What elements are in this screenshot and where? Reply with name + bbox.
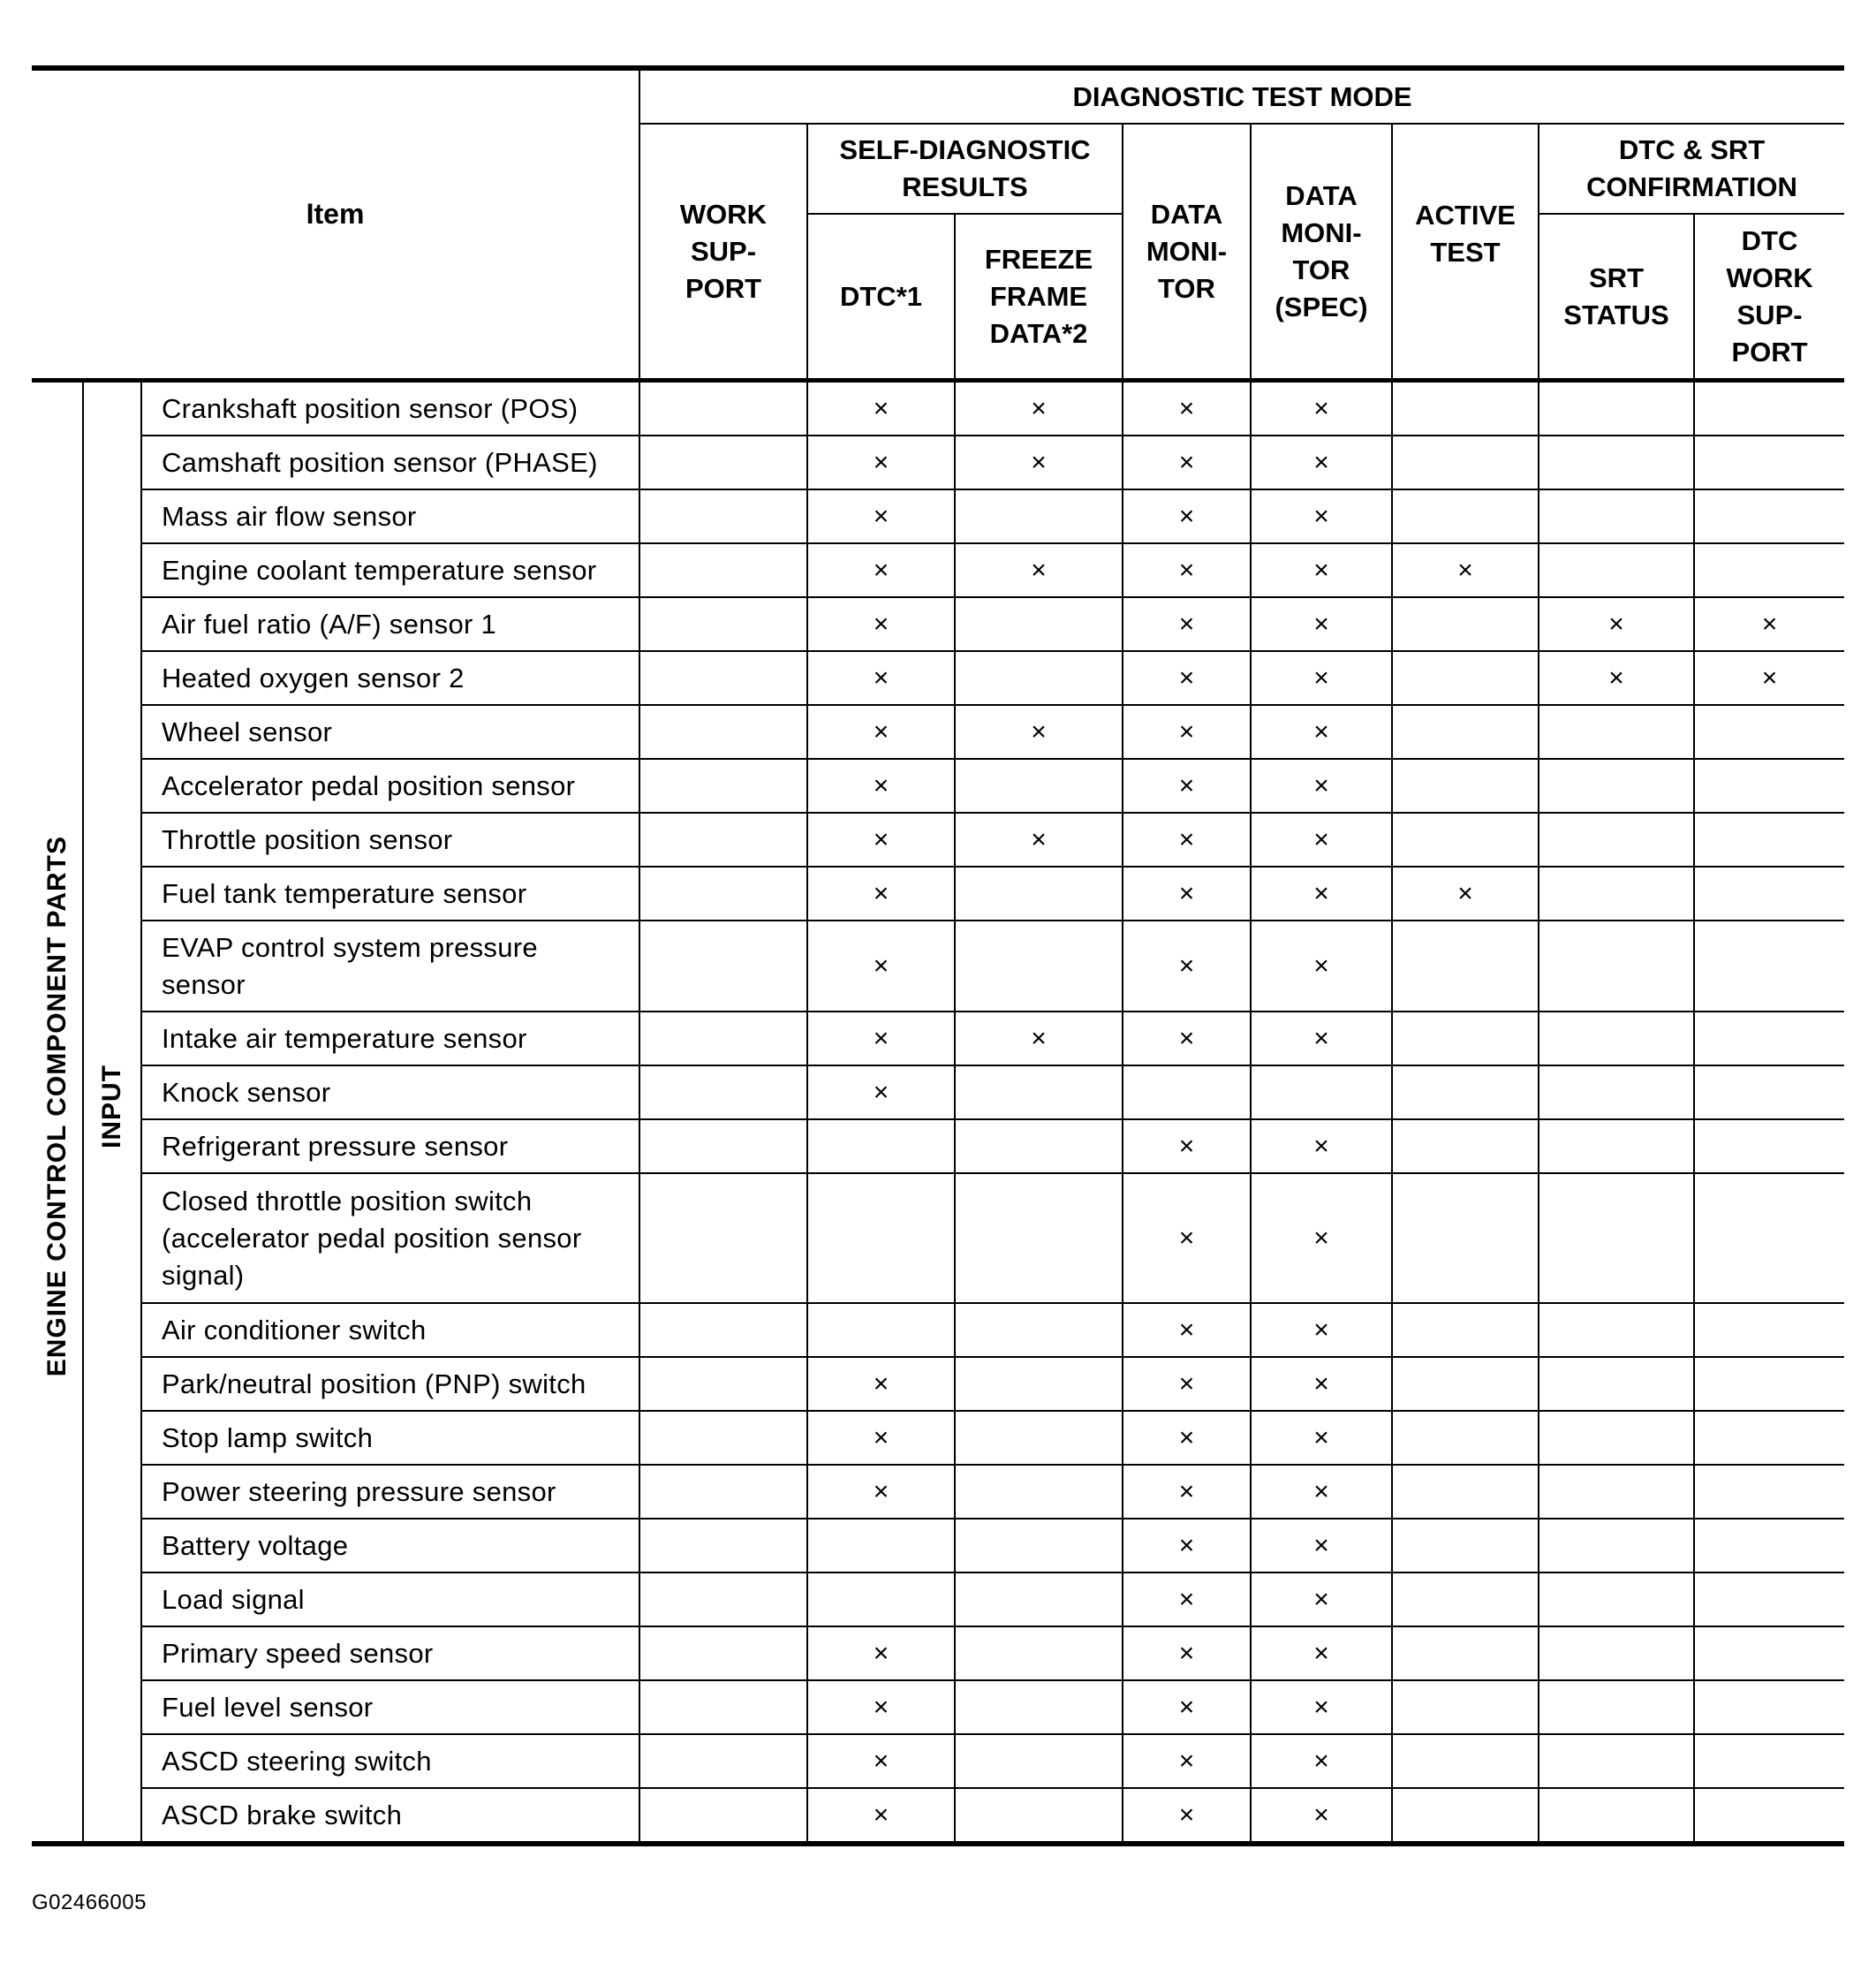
mark-cell-dtc: ×	[807, 1788, 955, 1844]
mark-cell-dtc-work-support: ×	[1694, 597, 1844, 651]
mark-cell-srt-status	[1539, 867, 1694, 921]
table-row	[32, 1788, 1844, 1844]
mark-cell-work-support	[639, 1519, 807, 1573]
table-row	[32, 705, 1844, 759]
table-row	[32, 1065, 1844, 1119]
table-row	[32, 1734, 1844, 1788]
mark-cell-freeze-frame-data: ×	[955, 381, 1123, 436]
mark-cell-srt-status	[1539, 705, 1694, 759]
header-dtc: DTC*1	[807, 214, 955, 381]
mark-cell-dtc-work-support	[1694, 921, 1844, 1012]
mark-cell-work-support	[639, 867, 807, 921]
subgroup-label-cell	[83, 381, 141, 1845]
mark-cell-work-support	[639, 705, 807, 759]
mark-cell-dtc-work-support	[1694, 1411, 1844, 1465]
mark-cell-dtc-work-support	[1694, 381, 1844, 436]
table-row	[32, 813, 1844, 867]
item-name: ASCD steering switch	[141, 1734, 639, 1788]
item-name: EVAP control system pressure sensor	[141, 921, 639, 1012]
mark-cell-dtc: ×	[807, 597, 955, 651]
item-name: Heated oxygen sensor 2	[141, 651, 639, 705]
table-row	[32, 436, 1844, 489]
mark-cell-data-monitor: ×	[1123, 1734, 1251, 1788]
header-dtc-work-support: DTC WORK SUP- PORT	[1694, 214, 1844, 381]
mark-cell-active-test	[1392, 1788, 1539, 1844]
mark-cell-data-monitor: ×	[1123, 1303, 1251, 1357]
mark-cell-dtc: ×	[807, 1065, 955, 1119]
mark-cell-data-monitor: ×	[1123, 436, 1251, 489]
table-row	[32, 759, 1844, 813]
header-active-test: ACTIVE TEST	[1392, 124, 1539, 381]
mark-cell-work-support	[639, 1065, 807, 1119]
mark-cell-dtc-work-support	[1694, 1119, 1844, 1173]
mark-cell-srt-status: ×	[1539, 651, 1694, 705]
table-row	[32, 921, 1844, 1012]
mark-cell-dtc: ×	[807, 921, 955, 1012]
mark-cell-srt-status	[1539, 1357, 1694, 1411]
mark-cell-active-test	[1392, 489, 1539, 543]
mark-cell-data-monitor: ×	[1123, 1411, 1251, 1465]
mark-cell-dtc	[807, 1119, 955, 1173]
mark-cell-work-support	[639, 1357, 807, 1411]
mark-cell-freeze-frame-data: ×	[955, 705, 1123, 759]
mark-cell-active-test	[1392, 705, 1539, 759]
subgroup-label: INPUT	[97, 1065, 126, 1148]
mark-cell-work-support	[639, 1303, 807, 1357]
item-name: Throttle position sensor	[141, 813, 639, 867]
mark-cell-data-monitor: ×	[1123, 1357, 1251, 1411]
mark-cell-dtc: ×	[807, 543, 955, 597]
mark-cell-data-monitor: ×	[1123, 1119, 1251, 1173]
mark-cell-data-monitor-spec: ×	[1251, 705, 1392, 759]
mark-cell-work-support	[639, 813, 807, 867]
item-name: ASCD brake switch	[141, 1788, 639, 1844]
mark-cell-work-support	[639, 759, 807, 813]
table-body	[32, 381, 1844, 1845]
table-row	[32, 1411, 1844, 1465]
header-freeze-frame-data: FREEZE FRAME DATA*2	[955, 214, 1123, 381]
mark-cell-freeze-frame-data: ×	[955, 436, 1123, 489]
mark-cell-dtc-work-support	[1694, 1357, 1844, 1411]
item-name: Camshaft position sensor (PHASE)	[141, 436, 639, 489]
mark-cell-data-monitor: ×	[1123, 651, 1251, 705]
table-row	[32, 1680, 1844, 1734]
mark-cell-data-monitor-spec: ×	[1251, 1411, 1392, 1465]
mark-cell-freeze-frame-data	[955, 1465, 1123, 1519]
mark-cell-data-monitor-spec: ×	[1251, 1012, 1392, 1065]
table-header	[32, 68, 1844, 381]
mark-cell-data-monitor: ×	[1123, 1012, 1251, 1065]
mark-cell-data-monitor: ×	[1123, 1788, 1251, 1844]
mark-cell-dtc: ×	[807, 705, 955, 759]
mark-cell-srt-status	[1539, 1788, 1694, 1844]
mark-cell-srt-status	[1539, 921, 1694, 1012]
table-row	[32, 543, 1844, 597]
mark-cell-dtc-work-support	[1694, 1303, 1844, 1357]
mark-cell-dtc: ×	[807, 1357, 955, 1411]
mark-cell-work-support	[639, 543, 807, 597]
group-label-cell	[32, 381, 83, 1845]
mark-cell-data-monitor-spec: ×	[1251, 543, 1392, 597]
mark-cell-work-support	[639, 1411, 807, 1465]
item-name: Engine coolant temperature sensor	[141, 543, 639, 597]
mark-cell-dtc-work-support	[1694, 1573, 1844, 1626]
table-row	[32, 1573, 1844, 1626]
mark-cell-dtc-work-support: ×	[1694, 651, 1844, 705]
mark-cell-data-monitor-spec: ×	[1251, 921, 1392, 1012]
mark-cell-dtc-work-support	[1694, 813, 1844, 867]
mark-cell-work-support	[639, 1626, 807, 1680]
mark-cell-freeze-frame-data	[955, 867, 1123, 921]
mark-cell-dtc: ×	[807, 1734, 955, 1788]
header-diagnostic-test-mode: DIAGNOSTIC TEST MODE	[639, 68, 1844, 124]
item-name: Primary speed sensor	[141, 1626, 639, 1680]
mark-cell-dtc-work-support	[1694, 705, 1844, 759]
mark-cell-work-support	[639, 1119, 807, 1173]
header-item: Item	[32, 68, 639, 381]
mark-cell-active-test	[1392, 1119, 1539, 1173]
mark-cell-active-test	[1392, 1357, 1539, 1411]
mark-cell-srt-status	[1539, 1519, 1694, 1573]
table-row	[32, 867, 1844, 921]
mark-cell-srt-status	[1539, 813, 1694, 867]
mark-cell-dtc-work-support	[1694, 867, 1844, 921]
mark-cell-srt-status: ×	[1539, 597, 1694, 651]
mark-cell-data-monitor-spec: ×	[1251, 651, 1392, 705]
mark-cell-srt-status	[1539, 489, 1694, 543]
mark-cell-data-monitor: ×	[1123, 489, 1251, 543]
mark-cell-srt-status	[1539, 1573, 1694, 1626]
mark-cell-srt-status	[1539, 436, 1694, 489]
item-name: Wheel sensor	[141, 705, 639, 759]
mark-cell-data-monitor	[1123, 1065, 1251, 1119]
table-row	[32, 1357, 1844, 1411]
mark-cell-freeze-frame-data	[955, 1573, 1123, 1626]
mark-cell-dtc-work-support	[1694, 1465, 1844, 1519]
mark-cell-dtc: ×	[807, 1626, 955, 1680]
mark-cell-dtc-work-support	[1694, 1680, 1844, 1734]
mark-cell-dtc: ×	[807, 759, 955, 813]
mark-cell-dtc: ×	[807, 813, 955, 867]
mark-cell-freeze-frame-data	[955, 1173, 1123, 1303]
mark-cell-dtc-work-support	[1694, 1065, 1844, 1119]
mark-cell-srt-status	[1539, 1119, 1694, 1173]
mark-cell-dtc: ×	[807, 1680, 955, 1734]
mark-cell-data-monitor: ×	[1123, 1626, 1251, 1680]
mark-cell-data-monitor-spec: ×	[1251, 1680, 1392, 1734]
mark-cell-dtc-work-support	[1694, 1734, 1844, 1788]
mark-cell-work-support	[639, 1680, 807, 1734]
mark-cell-active-test	[1392, 1519, 1539, 1573]
item-name: Accelerator pedal position sensor	[141, 759, 639, 813]
mark-cell-dtc-work-support	[1694, 1788, 1844, 1844]
mark-cell-work-support	[639, 1173, 807, 1303]
mark-cell-data-monitor: ×	[1123, 813, 1251, 867]
mark-cell-work-support	[639, 651, 807, 705]
mark-cell-dtc: ×	[807, 381, 955, 436]
mark-cell-freeze-frame-data	[955, 1303, 1123, 1357]
mark-cell-freeze-frame-data	[955, 1788, 1123, 1844]
mark-cell-work-support	[639, 1465, 807, 1519]
mark-cell-dtc: ×	[807, 436, 955, 489]
figure-id: G02466005	[32, 1891, 147, 1914]
mark-cell-active-test	[1392, 1573, 1539, 1626]
table-row	[32, 1173, 1844, 1303]
mark-cell-data-monitor-spec: ×	[1251, 813, 1392, 867]
mark-cell-work-support	[639, 436, 807, 489]
mark-cell-freeze-frame-data	[955, 597, 1123, 651]
item-name: Power steering pressure sensor	[141, 1465, 639, 1519]
mark-cell-freeze-frame-data	[955, 921, 1123, 1012]
diagnostic-table-container	[32, 65, 1844, 1846]
item-name: Intake air temperature sensor	[141, 1012, 639, 1065]
header-data-monitor: DATA MONI- TOR	[1123, 124, 1251, 381]
header-srt-status: SRT STATUS	[1539, 214, 1694, 381]
mark-cell-freeze-frame-data	[955, 1519, 1123, 1573]
diagnostic-mode-table	[32, 65, 1844, 1846]
mark-cell-freeze-frame-data	[955, 1065, 1123, 1119]
mark-cell-srt-status	[1539, 1065, 1694, 1119]
mark-cell-data-monitor: ×	[1123, 597, 1251, 651]
mark-cell-srt-status	[1539, 1012, 1694, 1065]
mark-cell-srt-status	[1539, 1465, 1694, 1519]
mark-cell-active-test: ×	[1392, 867, 1539, 921]
table-row	[32, 1519, 1844, 1573]
mark-cell-active-test	[1392, 813, 1539, 867]
mark-cell-dtc: ×	[807, 1465, 955, 1519]
table-row	[32, 1012, 1844, 1065]
item-name: Load signal	[141, 1573, 639, 1626]
mark-cell-active-test	[1392, 1680, 1539, 1734]
mark-cell-data-monitor: ×	[1123, 381, 1251, 436]
mark-cell-data-monitor: ×	[1123, 1465, 1251, 1519]
table-row	[32, 489, 1844, 543]
mark-cell-dtc-work-support	[1694, 436, 1844, 489]
item-name: Refrigerant pressure sensor	[141, 1119, 639, 1173]
mark-cell-data-monitor-spec: ×	[1251, 1119, 1392, 1173]
mark-cell-active-test	[1392, 597, 1539, 651]
mark-cell-dtc	[807, 1173, 955, 1303]
mark-cell-data-monitor-spec: ×	[1251, 1303, 1392, 1357]
mark-cell-active-test	[1392, 436, 1539, 489]
mark-cell-active-test	[1392, 381, 1539, 436]
mark-cell-srt-status	[1539, 1680, 1694, 1734]
mark-cell-data-monitor-spec: ×	[1251, 1573, 1392, 1626]
header-work-support: WORK SUP- PORT	[639, 124, 807, 381]
mark-cell-work-support	[639, 1573, 807, 1626]
mark-cell-srt-status	[1539, 543, 1694, 597]
mark-cell-dtc: ×	[807, 1012, 955, 1065]
mark-cell-srt-status	[1539, 1411, 1694, 1465]
mark-cell-dtc-work-support	[1694, 1012, 1844, 1065]
mark-cell-srt-status	[1539, 1173, 1694, 1303]
item-name: Air fuel ratio (A/F) sensor 1	[141, 597, 639, 651]
mark-cell-freeze-frame-data: ×	[955, 543, 1123, 597]
mark-cell-data-monitor-spec: ×	[1251, 759, 1392, 813]
table-row	[32, 651, 1844, 705]
mark-cell-active-test	[1392, 1734, 1539, 1788]
mark-cell-active-test	[1392, 1065, 1539, 1119]
mark-cell-srt-status	[1539, 1626, 1694, 1680]
mark-cell-freeze-frame-data	[955, 1411, 1123, 1465]
item-name: Battery voltage	[141, 1519, 639, 1573]
mark-cell-dtc	[807, 1519, 955, 1573]
mark-cell-freeze-frame-data	[955, 489, 1123, 543]
table-row	[32, 1626, 1844, 1680]
mark-cell-active-test	[1392, 1411, 1539, 1465]
mark-cell-active-test	[1392, 1626, 1539, 1680]
mark-cell-active-test	[1392, 921, 1539, 1012]
mark-cell-freeze-frame-data: ×	[955, 1012, 1123, 1065]
mark-cell-data-monitor: ×	[1123, 1573, 1251, 1626]
mark-cell-active-test: ×	[1392, 543, 1539, 597]
item-name: Fuel tank temperature sensor	[141, 867, 639, 921]
mark-cell-work-support	[639, 381, 807, 436]
mark-cell-srt-status	[1539, 381, 1694, 436]
mark-cell-data-monitor: ×	[1123, 867, 1251, 921]
mark-cell-dtc-work-support	[1694, 489, 1844, 543]
mark-cell-dtc: ×	[807, 489, 955, 543]
mark-cell-data-monitor: ×	[1123, 705, 1251, 759]
mark-cell-srt-status	[1539, 759, 1694, 813]
mark-cell-data-monitor-spec: ×	[1251, 1626, 1392, 1680]
mark-cell-data-monitor-spec: ×	[1251, 597, 1392, 651]
mark-cell-data-monitor-spec: ×	[1251, 1788, 1392, 1844]
mark-cell-dtc: ×	[807, 651, 955, 705]
item-name: Knock sensor	[141, 1065, 639, 1119]
mark-cell-data-monitor: ×	[1123, 921, 1251, 1012]
mark-cell-data-monitor-spec: ×	[1251, 1465, 1392, 1519]
table-row	[32, 1303, 1844, 1357]
mark-cell-dtc	[807, 1573, 955, 1626]
header-dtc-srt-confirmation: DTC & SRT CONFIRMATION	[1539, 124, 1844, 214]
mark-cell-data-monitor-spec: ×	[1251, 1173, 1392, 1303]
mark-cell-data-monitor: ×	[1123, 1519, 1251, 1573]
mark-cell-freeze-frame-data	[955, 1119, 1123, 1173]
mark-cell-dtc-work-support	[1694, 1519, 1844, 1573]
mark-cell-data-monitor-spec: ×	[1251, 1357, 1392, 1411]
mark-cell-srt-status	[1539, 1303, 1694, 1357]
table-row	[32, 1465, 1844, 1519]
mark-cell-dtc: ×	[807, 1411, 955, 1465]
mark-cell-data-monitor-spec: ×	[1251, 489, 1392, 543]
mark-cell-data-monitor: ×	[1123, 543, 1251, 597]
mark-cell-dtc: ×	[807, 867, 955, 921]
mark-cell-data-monitor-spec: ×	[1251, 867, 1392, 921]
mark-cell-data-monitor-spec: ×	[1251, 381, 1392, 436]
item-name: Crankshaft position sensor (POS)	[141, 381, 639, 436]
table-row	[32, 381, 1844, 436]
header-data-monitor-spec: DATA MONI- TOR (SPEC)	[1251, 124, 1392, 381]
mark-cell-freeze-frame-data	[955, 759, 1123, 813]
mark-cell-data-monitor: ×	[1123, 1173, 1251, 1303]
mark-cell-data-monitor: ×	[1123, 759, 1251, 813]
item-name: Closed throttle position switch (accelerator pedal position sensor signal)	[141, 1173, 639, 1303]
mark-cell-work-support	[639, 1012, 807, 1065]
mark-cell-work-support	[639, 1788, 807, 1844]
mark-cell-work-support	[639, 1734, 807, 1788]
mark-cell-active-test	[1392, 1012, 1539, 1065]
mark-cell-data-monitor-spec: ×	[1251, 436, 1392, 489]
mark-cell-freeze-frame-data	[955, 651, 1123, 705]
table-row	[32, 1119, 1844, 1173]
mark-cell-dtc-work-support	[1694, 1626, 1844, 1680]
mark-cell-data-monitor-spec	[1251, 1065, 1392, 1119]
mark-cell-data-monitor-spec: ×	[1251, 1519, 1392, 1573]
mark-cell-data-monitor: ×	[1123, 1680, 1251, 1734]
mark-cell-freeze-frame-data	[955, 1357, 1123, 1411]
mark-cell-dtc-work-support	[1694, 1173, 1844, 1303]
mark-cell-work-support	[639, 921, 807, 1012]
item-name: Fuel level sensor	[141, 1680, 639, 1734]
item-name: Air conditioner switch	[141, 1303, 639, 1357]
mark-cell-work-support	[639, 597, 807, 651]
mark-cell-freeze-frame-data	[955, 1680, 1123, 1734]
mark-cell-dtc-work-support	[1694, 759, 1844, 813]
mark-cell-active-test	[1392, 1303, 1539, 1357]
mark-cell-active-test	[1392, 759, 1539, 813]
mark-cell-active-test	[1392, 651, 1539, 705]
table-row	[32, 597, 1844, 651]
group-label: ENGINE CONTROL COMPONENT PARTS	[42, 836, 72, 1377]
mark-cell-data-monitor-spec: ×	[1251, 1734, 1392, 1788]
header-self-diagnostic-results: SELF-DIAGNOSTIC RESULTS	[807, 124, 1123, 214]
mark-cell-dtc-work-support	[1694, 543, 1844, 597]
item-name: Mass air flow sensor	[141, 489, 639, 543]
mark-cell-srt-status	[1539, 1734, 1694, 1788]
mark-cell-work-support	[639, 489, 807, 543]
mark-cell-active-test	[1392, 1173, 1539, 1303]
mark-cell-freeze-frame-data: ×	[955, 813, 1123, 867]
mark-cell-freeze-frame-data	[955, 1626, 1123, 1680]
mark-cell-active-test	[1392, 1465, 1539, 1519]
item-name: Park/neutral position (PNP) switch	[141, 1357, 639, 1411]
item-name: Stop lamp switch	[141, 1411, 639, 1465]
mark-cell-freeze-frame-data	[955, 1734, 1123, 1788]
mark-cell-dtc	[807, 1303, 955, 1357]
